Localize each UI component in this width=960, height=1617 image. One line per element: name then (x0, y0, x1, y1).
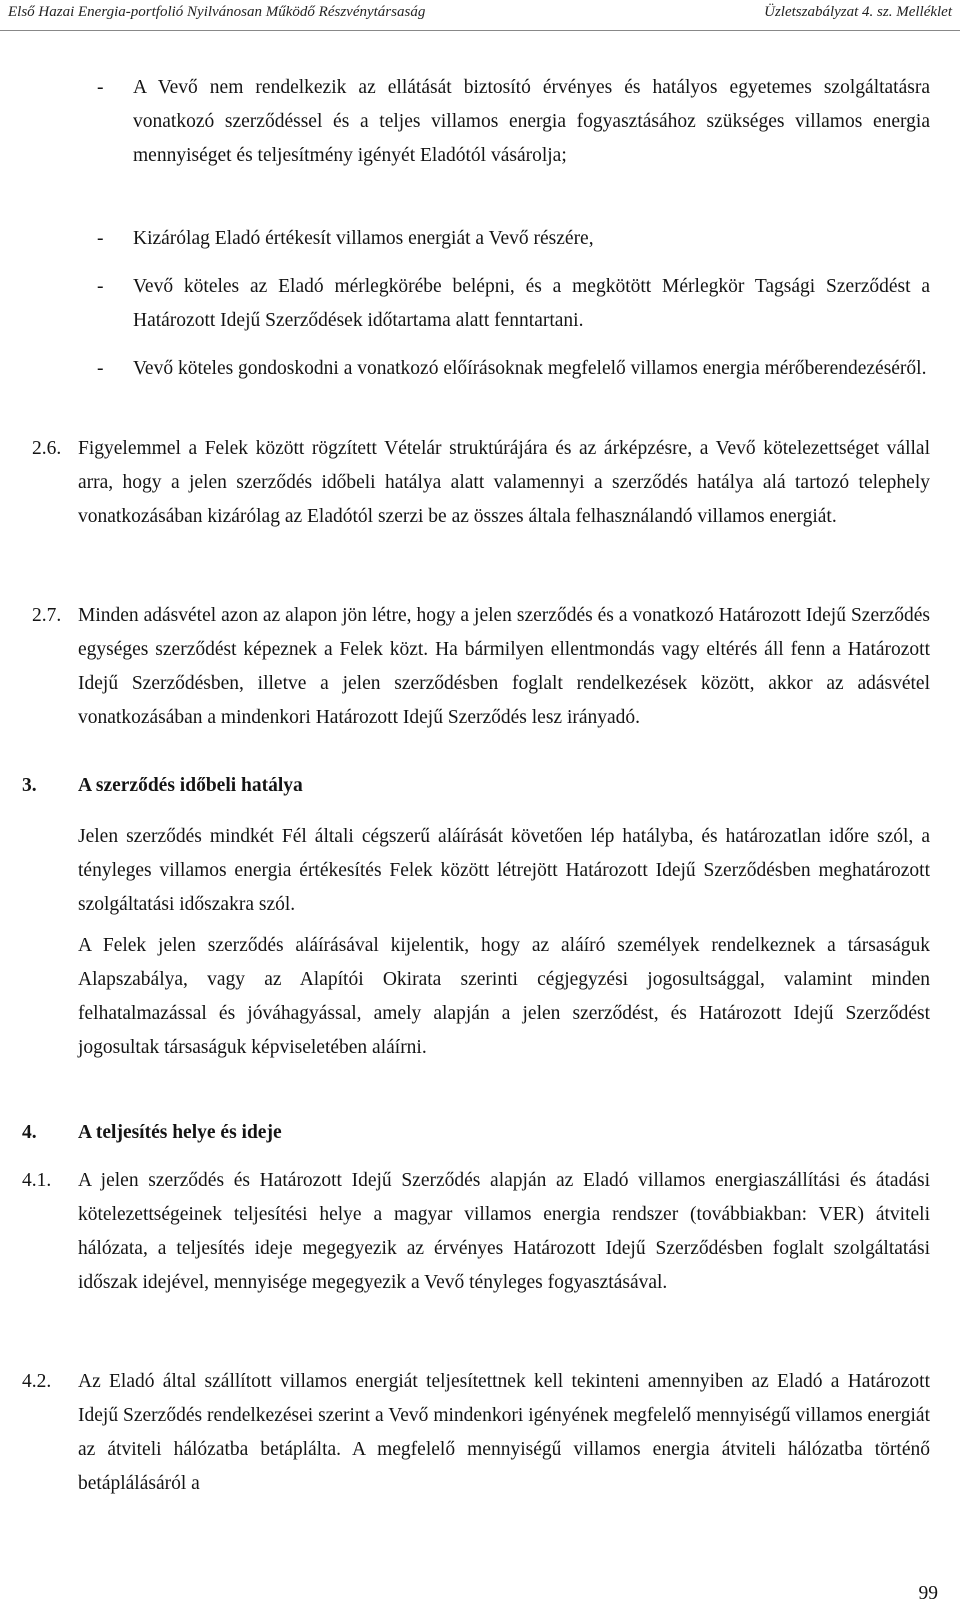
bullet-dash: - (97, 77, 104, 98)
bullet-dash: - (97, 358, 104, 379)
section-title: A teljesítés helye és ideje (78, 1122, 282, 1143)
section-number: 3. (22, 775, 37, 796)
bullet-dash: - (97, 276, 104, 297)
bullet-item: Vevő köteles az Eladó mérlegkörébe belépni, és a megkötött Mérlegkör Tagsági Szerződést a Határozott Idejű Szerződések időtartama alatt fenntartani. (133, 276, 930, 331)
section-number: 4. (22, 1122, 37, 1143)
clause-number: 2.6. (32, 438, 62, 459)
header-document-ref: Üzletszabályzat 4. sz. Melléklet (764, 4, 952, 20)
clause-number: 4.1. (22, 1170, 52, 1191)
section-paragraph: Jelen szerződés mindkét Fél általi cégszerű aláírását követően lép hatályba, és határozatlan időre szól, a tényleges villamos energia értékesítés Felek között létrejött Határozott Idejű Szerződésben meghatározott szolgáltatási időszakra szól. (78, 826, 930, 915)
clause-text: Minden adásvétel azon az alapon jön létre, hogy a jelen szerződés és a vonatkozó Határozott Idejű Szerződés egységes szerződést képeznek a Felek közt. Ha bármilyen ellentmondás vagy eltérés áll fenn a Határozott Idejű Szerződésben, illetve a jelen szerződésben foglalt rendelkezések között, akkor az adásvétel vonatkozásában a mindenkori Határozott Idejű Szerződés lesz irányadó. (78, 605, 930, 728)
section-title: A szerződés időbeli hatálya (78, 775, 303, 796)
section-paragraph: A Felek jelen szerződés aláírásával kijelentik, hogy az aláíró személyek rendelkeznek a társaságuk Alapszabálya, vagy az Alapítói Okirata szerinti cégjegyzési jogosultsággal, valamint minden felhatalmazással és jóváhagyással, amely alapján a jelen szerződést, és Határozott Idejű Szerződést jogosultak társaságuk képviseletében aláírni. (78, 935, 930, 1058)
clause-text: A jelen szerződés és Határozott Idejű Szerződés alapján az Eladó villamos energiaszállítási és átadási kötelezettségeinek teljesítési helye a magyar villamos energia rendszer (továbbiakban: VER) átviteli hálózata, a teljesítés ideje megegyezik az érvényes Határozott Idejű Szerződésben foglalt szolgáltatási időszak idejével, mennyisége megegyezik a Vevő tényleges fogyasztásával. (78, 1170, 930, 1293)
bullet-item: Kizárólag Eladó értékesít villamos energiát a Vevő részére, (133, 228, 594, 249)
page-number: 99 (918, 1583, 938, 1604)
clause-text: Az Eladó által szállított villamos energiát teljesítettnek kell tekinteni amennyiben az Eladó a Határozott Idejű Szerződés rendelkezései szerint a Vevő mindenkori igényének megfelelő mennyiségű villamos energiát az átviteli hálózatba betáplálta. A megfelelő mennyiségű villamos energia átviteli hálózatba történő betáplálásáról a (78, 1371, 930, 1494)
bullet-dash: - (97, 228, 104, 249)
header-company: Első Hazai Energia-portfolió Nyilvánosan Működő Részvénytársaság (8, 4, 426, 20)
bullet-item: A Vevő nem rendelkezik az ellátását biztosító érvényes és hatályos egyetemes szolgáltatásra vonatkozó szerződéssel és a teljes villamos energia fogyasztásához szükséges villamos energia mennyiséget és teljesítmény igényét Eladótól vásárolja; (133, 77, 930, 166)
bullet-item: Vevő köteles gondoskodni a vonatkozó előírásoknak megfelelő villamos energia mérőberendezéséről. (133, 358, 927, 379)
clause-text: Figyelemmel a Felek között rögzített Vételár struktúrájára és az árképzésre, a Vevő kötelezettséget vállal arra, hogy a jelen szerződés időbeli hatálya alatt valamennyi a szerződés hatálya alá tartozó telephely vonatkozásában kizárólag az Eladótól szerzi be az összes általa felhasználandó villamos energiát. (78, 438, 930, 527)
clause-number: 2.7. (32, 605, 62, 626)
clause-number: 4.2. (22, 1371, 52, 1392)
page-header (0, 0, 960, 31)
